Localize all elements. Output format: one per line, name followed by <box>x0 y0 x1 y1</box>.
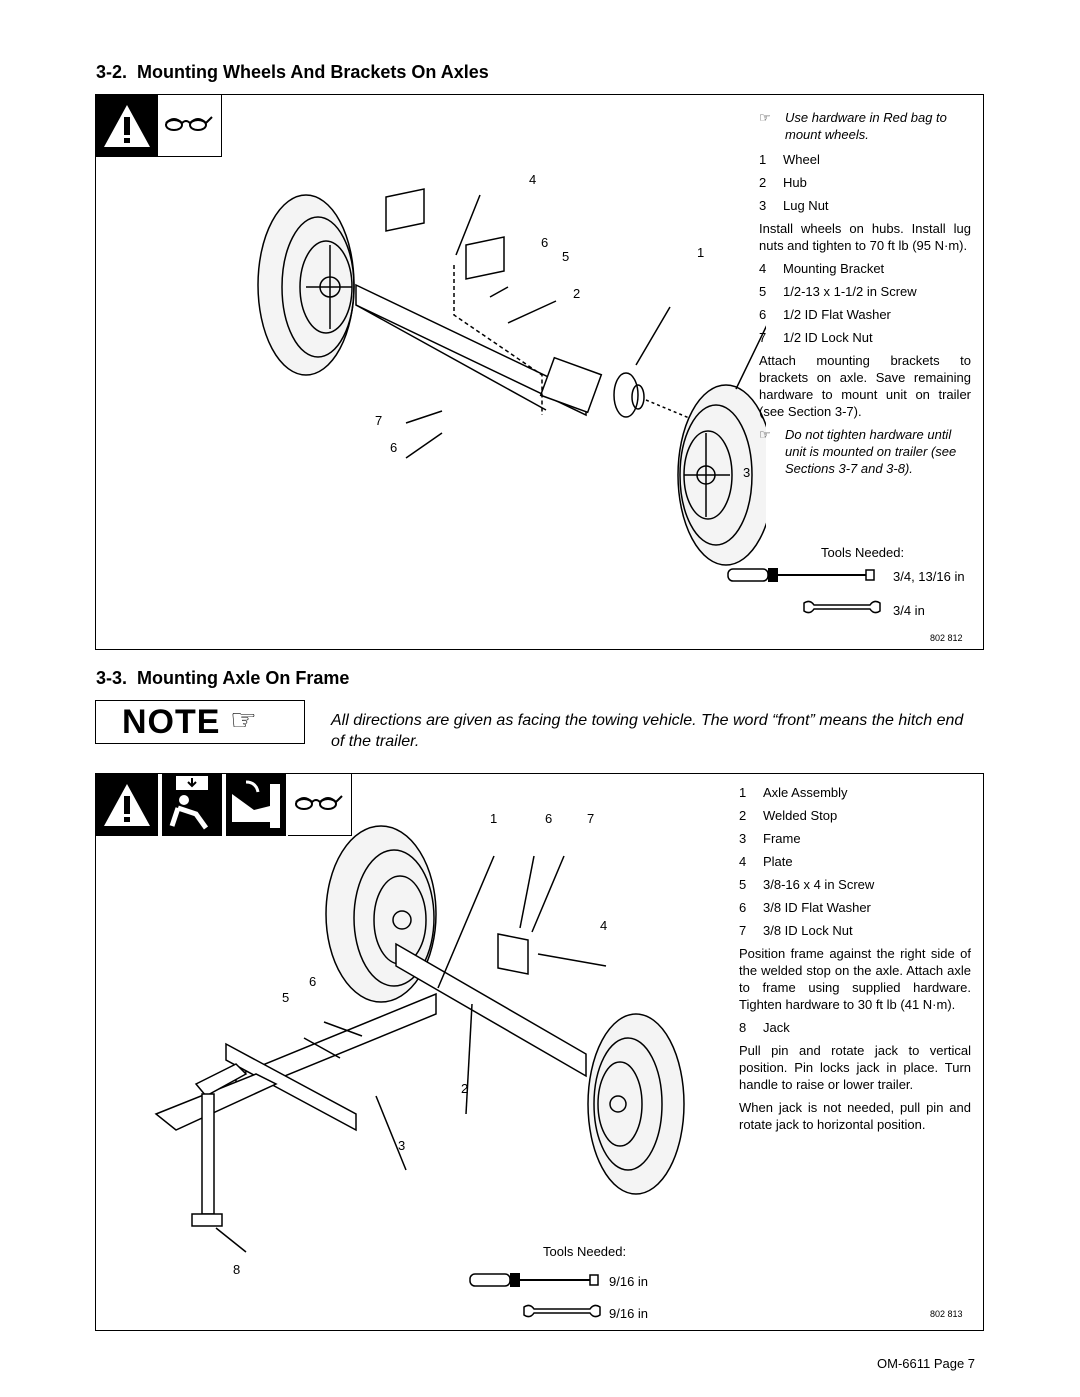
legend-item: 5 1/2-13 x 1-1/2 in Screw <box>759 284 917 299</box>
tool-size-2: 3/4 in <box>893 603 925 618</box>
note-box <box>95 700 984 766</box>
wrench-icon <box>522 1303 602 1319</box>
callout-6b: 6 <box>390 440 398 455</box>
callout-6: 6 <box>541 235 549 250</box>
instructions-frame: Position frame against the right side of the welded stop on the axle. Attach axle to frame using supplied hardware. Tighten hardware to 30 ft lb (41 N·m). <box>739 946 971 1012</box>
callout-8: 8 <box>233 1262 241 1277</box>
wheels-axle-illustration <box>246 175 766 595</box>
note-hardware: ☞ Use hardware in Red bag to mount wheels. <box>759 110 947 142</box>
pointing-hand-icon: ☞ <box>759 110 771 125</box>
instructions-jack-stow: When jack is not needed, pull pin and rotate jack to horizontal position. <box>739 1100 971 1132</box>
legend-item: 4 Plate <box>739 854 793 869</box>
legend-item: 7 1/2 ID Lock Nut <box>759 330 873 345</box>
callout-7: 7 <box>375 413 383 428</box>
tool-size-2: 9/16 in <box>609 1306 649 1321</box>
legend-item: 3 Frame <box>739 831 801 846</box>
pointing-hand-icon: ☞ <box>759 427 771 442</box>
instructions-jack: Pull pin and rotate jack to vertical position. Pin locks jack in place. Turn handle to raise or lower trailer. <box>739 1043 971 1092</box>
socket-wrench-icon <box>468 1270 602 1290</box>
legend-axle <box>739 784 971 1139</box>
socket-wrench-icon <box>726 565 876 585</box>
pointing-hand-icon: ☞ <box>230 704 257 737</box>
legend-item: 8 Jack <box>739 1020 790 1035</box>
legend-item: 2 Welded Stop <box>739 808 838 823</box>
figure-id: 802 813 <box>930 1309 963 1319</box>
callout-6: 6 <box>545 811 553 826</box>
callout-7: 7 <box>587 811 595 826</box>
callout-4: 4 <box>600 918 608 933</box>
legend-item: 6 1/2 ID Flat Washer <box>759 307 891 322</box>
page-footer: OM-6611 Page 7 <box>877 1356 976 1371</box>
legend-item: 3 Lug Nut <box>759 198 829 213</box>
legend-item: 5 3/8-16 x 4 in Screw <box>739 877 875 892</box>
axle-frame-illustration <box>136 814 736 1294</box>
callout-5: 5 <box>282 990 290 1005</box>
instructions-brackets: Attach mounting brackets to brackets on axle. Save remaining hardware to mount unit on trailer (see Section 3-7). <box>759 353 971 419</box>
callout-1: 1 <box>490 811 498 826</box>
figure-panel-wheels <box>95 94 984 650</box>
legend-wheels <box>759 109 971 485</box>
instructions-wheels: Install wheels on hubs. Install lug nuts and tighten to 70 ft lb (95 N·m). <box>759 221 971 253</box>
callout-2: 2 <box>461 1081 469 1096</box>
note-label: NOTE <box>122 703 221 741</box>
figure-panel-axle <box>95 773 984 1331</box>
legend-item: 4 Mounting Bracket <box>759 261 885 276</box>
callout-2: 2 <box>573 286 581 301</box>
safety-glasses-icon <box>158 95 222 157</box>
warning-icon <box>96 95 158 157</box>
tools-needed-label: Tools Needed: <box>543 1244 627 1259</box>
wrench-icon <box>802 599 882 615</box>
callout-4: 4 <box>529 172 537 187</box>
tools-needed-label: Tools Needed: <box>821 545 905 560</box>
callout-5: 5 <box>562 249 570 264</box>
tool-size-1: 9/16 in <box>609 1274 649 1289</box>
callout-1: 1 <box>697 245 705 260</box>
note-tighten: ☞ Do not tighten hardware until unit is mounted on trailer (see Sections 3-7 and 3-8). <box>759 427 957 476</box>
callout-3: 3 <box>398 1138 406 1153</box>
section-title-3-3: 3-3. Mounting Axle On Frame <box>96 668 350 688</box>
figure-id: 802 812 <box>930 633 963 643</box>
legend-item: 7 3/8 ID Lock Nut <box>739 923 853 938</box>
legend-item: 1 Axle Assembly <box>739 785 848 800</box>
legend-item: 2 Hub <box>759 175 807 190</box>
note-label-box <box>95 700 305 744</box>
note-text: All directions are given as facing the towing vehicle. The word “front” means the hitch end of the trailer. <box>331 712 964 750</box>
tool-size-1: 3/4, 13/16 in <box>893 569 965 584</box>
callout-6b: 6 <box>309 974 317 989</box>
section-title-3-2: 3-2. Mounting Wheels And Brackets On Axles <box>96 62 489 82</box>
legend-item: 1 Wheel <box>759 152 820 167</box>
legend-item: 6 3/8 ID Flat Washer <box>739 900 871 915</box>
callout-3: 3 <box>743 465 751 480</box>
